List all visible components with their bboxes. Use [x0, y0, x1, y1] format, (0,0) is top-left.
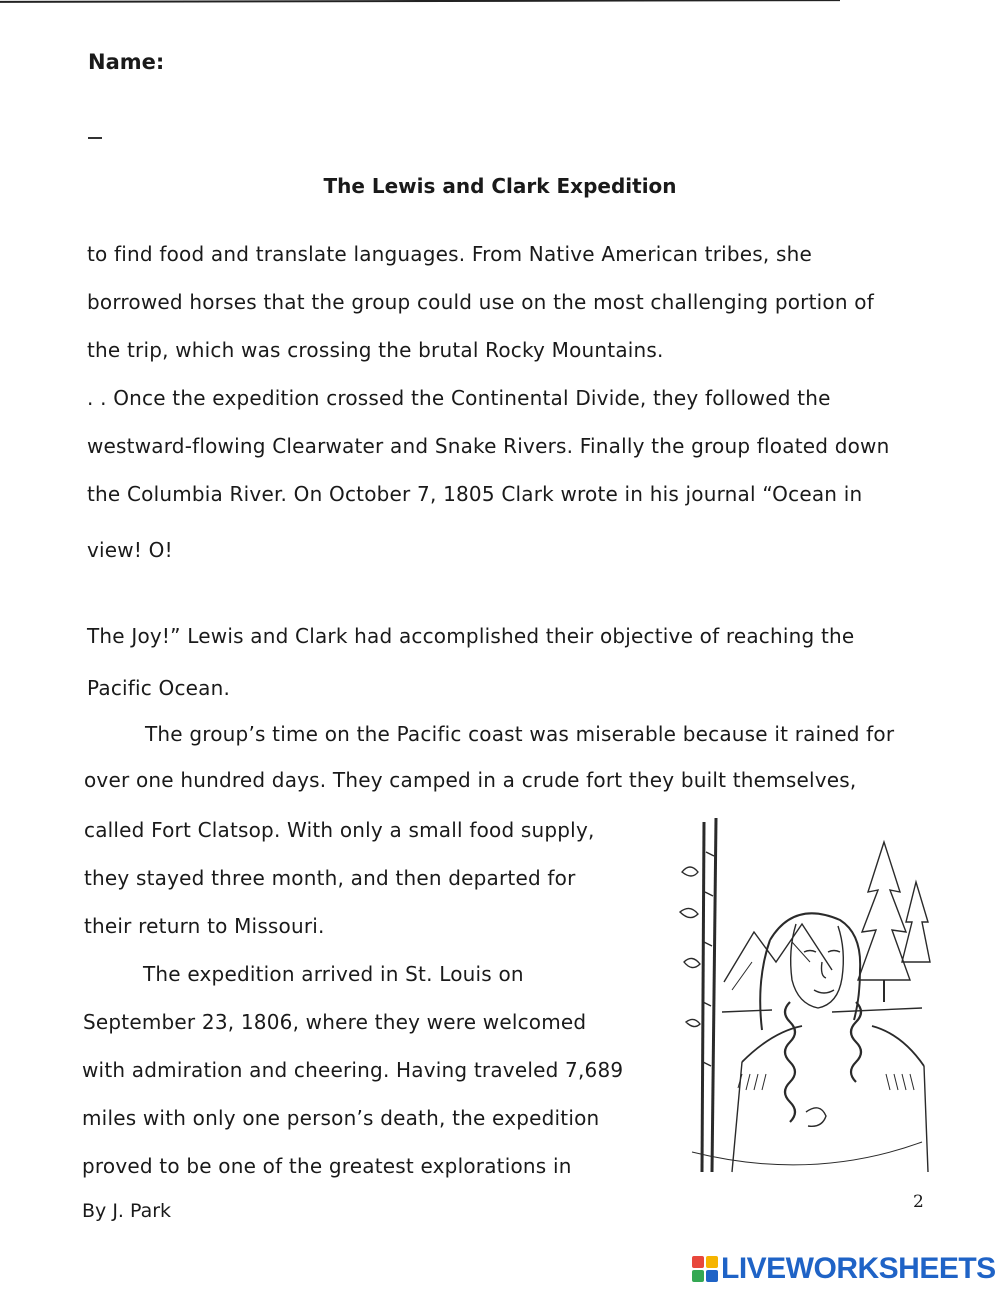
text-line: to find food and translate languages. From Native American tribes, she — [87, 242, 813, 266]
page-number: 2 — [913, 1192, 924, 1212]
text-line: . . Once the expedition crossed the Continental Divide, they followed the — [87, 386, 831, 410]
text-line: the Columbia River. On October 7, 1805 Clark wrote in his journal “Ocean in — [87, 482, 863, 506]
sacagawea-illustration-icon — [672, 812, 934, 1180]
text-line: their return to Missouri. — [84, 914, 325, 938]
text-line: called Fort Clatsop. With only a small food supply, — [84, 818, 595, 842]
text-line: proved to be one of the greatest explorations in — [82, 1154, 572, 1178]
text-line: over one hundred days. They camped in a crude fort they built themselves, — [84, 768, 857, 792]
text-line: The group’s time on the Pacific coast was miserable because it rained for — [145, 722, 895, 746]
liveworksheets-logo-icon — [692, 1256, 718, 1282]
liveworksheets-logo[interactable] — [692, 1252, 996, 1286]
text-line: westward-flowing Clearwater and Snake Rivers. Finally the group floated down — [87, 434, 890, 458]
text-line: the trip, which was crossing the brutal Rocky Mountains. — [87, 338, 664, 362]
text-line: September 23, 1806, where they were welcomed — [83, 1010, 587, 1034]
text-line: they stayed three month, and then departed for — [84, 866, 576, 890]
short-dash — [88, 137, 102, 139]
text-line: borrowed horses that the group could use on the most challenging portion of — [87, 290, 874, 314]
name-answer-line[interactable] — [0, 0, 840, 3]
brand-name: LIVEWORKSHEETS — [721, 1252, 996, 1285]
text-line: view! O! — [87, 538, 173, 562]
text-line: Pacific Ocean. — [87, 676, 231, 700]
name-label: Name: — [88, 50, 165, 74]
page-title: The Lewis and Clark Expedition — [323, 174, 677, 198]
text-line: with admiration and cheering. Having traveled 7,689 — [82, 1058, 624, 1082]
byline: By J. Park — [82, 1200, 172, 1222]
text-line: The Joy!” Lewis and Clark had accomplished their objective of reaching the — [87, 624, 855, 648]
text-line: miles with only one person’s death, the expedition — [82, 1106, 600, 1130]
text-line: The expedition arrived in St. Louis on — [143, 962, 524, 986]
